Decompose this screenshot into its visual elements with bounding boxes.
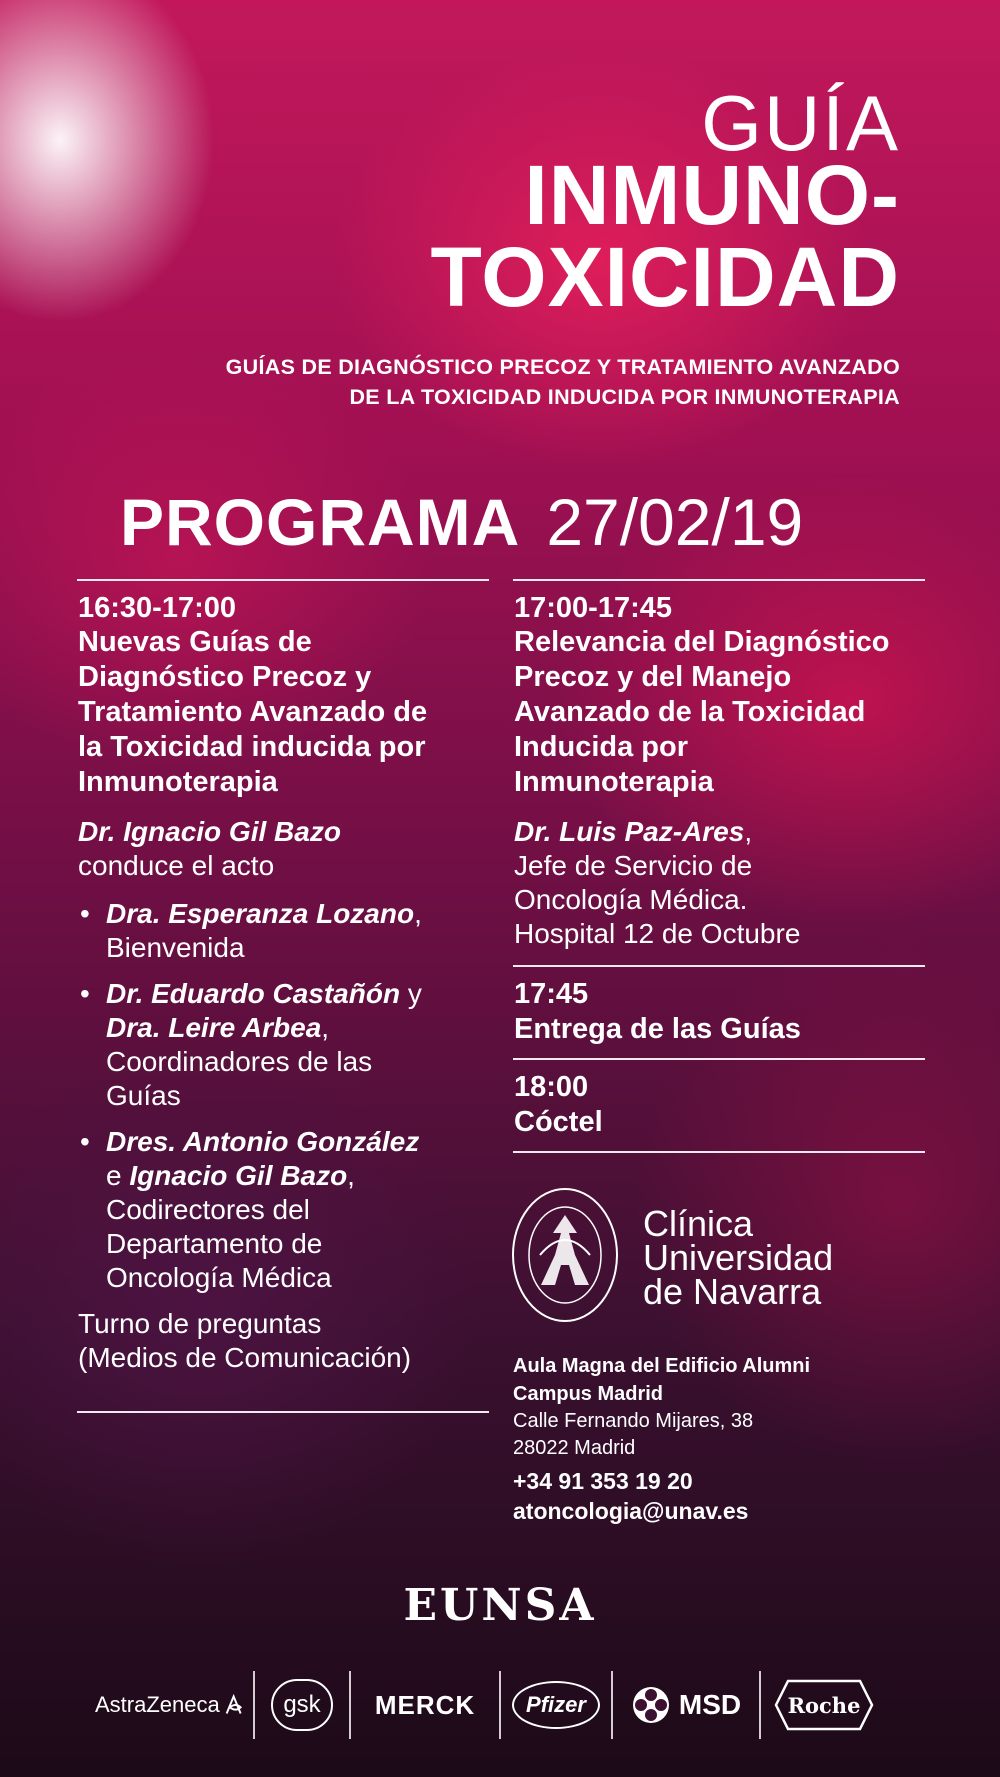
speaker-name: Dra. Leire Arbea — [106, 1012, 322, 1043]
speaker-role: Jefe de Servicio de — [514, 850, 753, 881]
divider-right-1 — [513, 965, 925, 967]
venue-street: Calle Fernando Mijares, 38 — [513, 1410, 754, 1432]
institution-name-line: Universidad — [643, 1237, 834, 1278]
session-title-line: Precoz y del Manejo — [514, 661, 792, 693]
sponsor-pfizer — [509, 1665, 603, 1745]
sponsor-pfizer-label: Pfizer — [526, 1692, 586, 1717]
list-item — [78, 977, 498, 1113]
venue-city: 28022 Madrid — [513, 1437, 636, 1459]
sponsor-gsk-label: gsk — [283, 1691, 321, 1718]
sponsor-merck — [359, 1665, 491, 1745]
venue-campus: Campus Madrid — [513, 1383, 664, 1405]
conjunction: y — [400, 978, 422, 1009]
institution-name — [643, 1203, 834, 1312]
main-title-line-2: TOXICIDAD — [430, 230, 900, 324]
punctuation: , — [347, 1160, 355, 1191]
conjunction: e — [106, 1160, 130, 1191]
divider-right-2 — [513, 1058, 925, 1060]
programa-date: 27/02/19 — [546, 485, 804, 559]
msd-logo-icon — [631, 1685, 671, 1725]
sponsor-roche — [769, 1665, 879, 1745]
right-item-2 — [514, 978, 934, 1046]
sponsor-divider — [253, 1671, 255, 1739]
closing-line: Turno de preguntas — [78, 1308, 322, 1339]
speaker-name: Dra. Esperanza Lozano — [106, 898, 415, 929]
title-guia: GUÍA — [701, 79, 900, 167]
session-title-line: Inmunoterapia — [514, 766, 714, 798]
bullet-icon: • — [80, 978, 90, 1009]
sponsor-astrazeneca — [95, 1665, 245, 1745]
sponsor-msd-label: MSD — [678, 1689, 742, 1720]
sponsor-divider — [349, 1671, 351, 1739]
bullet-icon: • — [80, 898, 90, 929]
right-item-3 — [514, 1071, 934, 1139]
session-time: 17:00-17:45 — [514, 592, 672, 624]
venue-place: Aula Magna del Edificio Alumni — [513, 1355, 811, 1377]
speaker-name: Dr. Eduardo Castañón — [106, 978, 401, 1009]
session-title: Entrega de las Guías — [514, 1013, 801, 1045]
session-title — [78, 625, 498, 800]
sponsor-msd — [621, 1665, 751, 1745]
divider-left-top — [77, 579, 489, 581]
sponsor-astrazeneca-label: AstraZeneca — [95, 1692, 220, 1717]
sponsor-bar — [95, 1665, 915, 1745]
institution-logo — [510, 1185, 930, 1335]
sponsor-roche-label: Roche — [787, 1692, 861, 1718]
speaker-name: Dres. Antonio González — [106, 1126, 420, 1157]
main-title — [430, 148, 900, 324]
university-seal-icon — [510, 1185, 620, 1325]
venue-info — [513, 1352, 933, 1528]
session-title-line: Avanzado de la Toxicidad — [514, 696, 866, 728]
speaker-role: Oncología Médica — [106, 1262, 332, 1293]
main-title-line-1: INMUNO- — [524, 148, 900, 242]
session-time: 16:30-17:00 — [78, 592, 236, 624]
bullet-icon: • — [80, 1126, 90, 1157]
session-time: 17:45 — [514, 978, 589, 1010]
session-title-line: Relevancia del Diagnóstico — [514, 626, 890, 658]
host-role: conduce el acto — [78, 850, 275, 881]
session-title-line: Diagnóstico Precoz y — [78, 661, 372, 693]
speaker-name: Dr. Luis Paz-Ares, — [514, 816, 753, 847]
session-title-line: Inducida por — [514, 731, 688, 763]
speaker-list — [78, 897, 498, 1295]
speaker-name-text: Dr. Luis Paz-Ares — [514, 816, 745, 847]
subtitle-line-2: DE LA TOXICIDAD INDUCIDA POR INMUNOTERAPIA — [349, 385, 900, 409]
divider-left-bottom — [77, 1411, 489, 1413]
closing-note — [78, 1307, 498, 1375]
sponsor-divider — [611, 1671, 613, 1739]
session-title — [514, 625, 934, 800]
speaker-role: Hospital 12 de Octubre — [514, 918, 801, 949]
institution-name-line: Clínica — [643, 1203, 754, 1244]
sponsor-divider — [759, 1671, 761, 1739]
speaker-role: Coordinadores de las — [106, 1046, 373, 1077]
closing-line: (Medios de Comunicación) — [78, 1342, 412, 1373]
speaker-role: Codirectores del — [106, 1194, 310, 1225]
right-column — [514, 592, 934, 951]
subtitle — [226, 352, 900, 412]
divider-right-3 — [513, 1151, 925, 1153]
host-name: Dr. Ignacio Gil Bazo — [78, 816, 341, 847]
session-title-line: Tratamiento Avanzado de — [78, 696, 428, 728]
contact-email: atoncologia@unav.es — [513, 1498, 749, 1524]
astrazeneca-swirl-icon — [222, 1688, 245, 1722]
programa-heading — [120, 484, 803, 560]
session-title-line: la Toxicidad inducida por — [78, 731, 426, 763]
left-column — [78, 592, 498, 1375]
session-title-line: Nuevas Guías de — [78, 626, 312, 658]
punctuation: , — [414, 898, 422, 929]
pfizer-logo-icon — [512, 1681, 600, 1729]
programa-word: PROGRAMA — [120, 485, 521, 559]
contact-phone: +34 91 353 19 20 — [513, 1468, 693, 1494]
speaker-role: Bienvenida — [106, 932, 245, 963]
sponsor-gsk — [263, 1665, 341, 1745]
session-title: Cóctel — [514, 1106, 603, 1138]
punctuation: , — [321, 1012, 330, 1043]
divider-right-top — [513, 579, 925, 581]
session-time: 18:00 — [514, 1071, 589, 1103]
speaker-role: Departamento de — [106, 1228, 323, 1259]
publisher-logo: EUNSA — [403, 1580, 597, 1631]
sponsor-divider — [499, 1671, 501, 1739]
subtitle-line-1: GUÍAS DE DIAGNÓSTICO PRECOZ Y TRATAMIENTO AVANZADO — [225, 355, 900, 379]
speaker-name: Ignacio Gil Bazo — [129, 1160, 348, 1191]
session-title-line: Inmunoterapia — [78, 766, 278, 798]
list-item — [78, 1125, 498, 1295]
speaker-role: Guías — [106, 1080, 181, 1111]
gsk-logo-icon — [271, 1679, 333, 1731]
sponsor-merck-label: MERCK — [374, 1689, 476, 1720]
list-item — [78, 897, 498, 965]
institution-name-line: de Navarra — [643, 1271, 822, 1312]
speaker-role: Oncología Médica. — [514, 884, 748, 915]
